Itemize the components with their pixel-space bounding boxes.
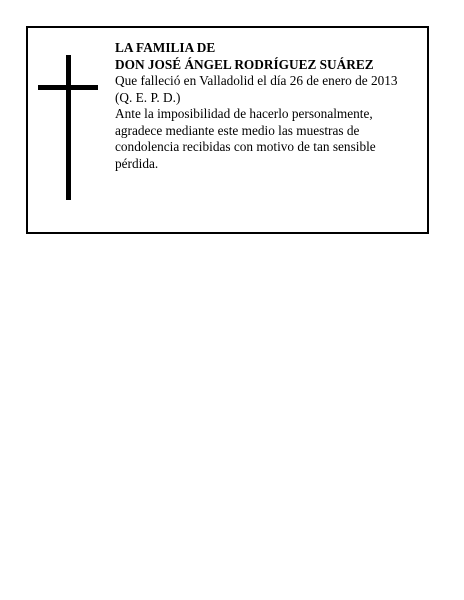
death-details: Que falleció en Valladolid el día 26 de enero de 2013 [115, 73, 398, 88]
heading-deceased-name: DON JOSÉ ÁNGEL RODRÍGUEZ SUÁREZ [115, 56, 374, 72]
cross-horizontal-bar [38, 85, 98, 90]
cross-icon [38, 55, 98, 200]
heading-family: LA FAMILIA DE [115, 40, 216, 55]
rip-abbreviation: (Q. E. P. D.) [115, 89, 181, 105]
notice-text [115, 40, 420, 172]
thanks-message: Ante la imposibilidad de hacerlo personalmente, agradece mediante este medio las muestras de condolencia recibidas con motivo de tan sensible pérdida. [115, 106, 376, 171]
cross-vertical-bar [66, 55, 71, 200]
obituary-notice [26, 26, 429, 234]
